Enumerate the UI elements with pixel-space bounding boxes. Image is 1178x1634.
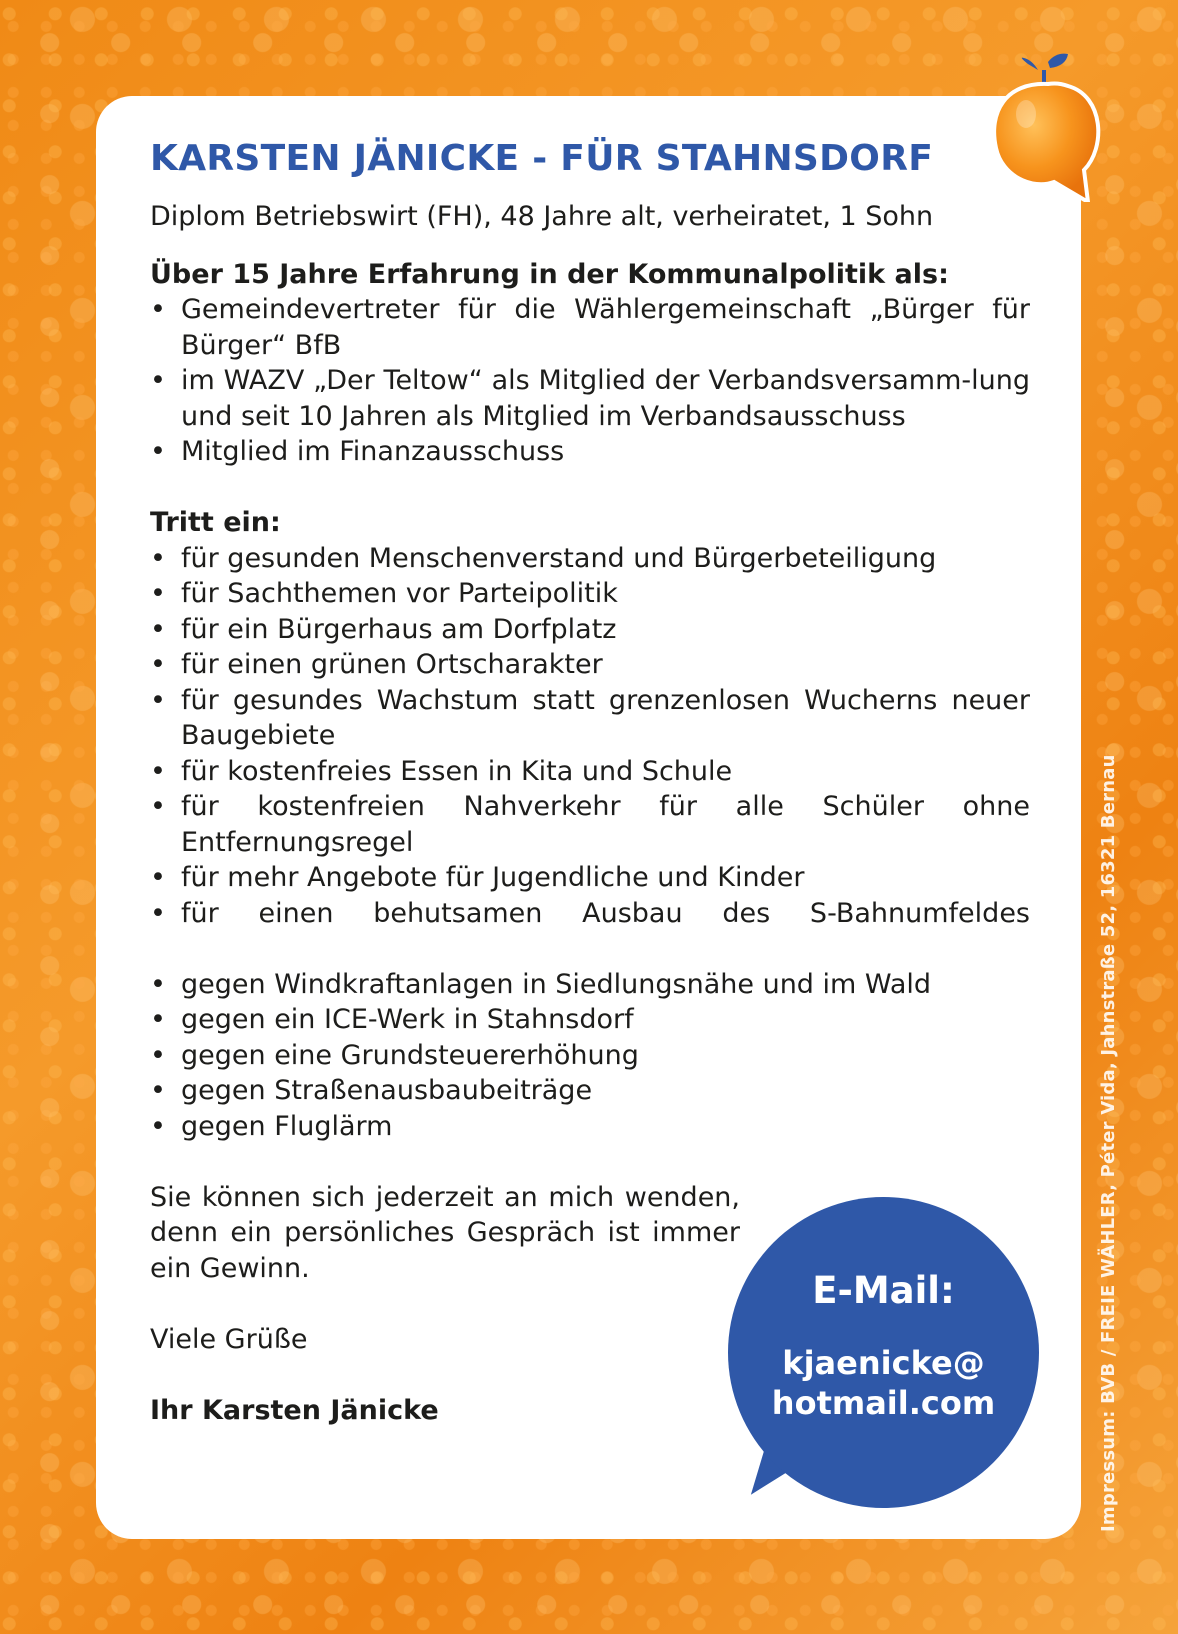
closing-text: Sie können sich jederzeit an mich wenden, denn ein persönliches Gespräch ist immer ein Gewinn. — [150, 1181, 740, 1284]
list-item: • für einen behutsamen Ausbau des S-Bahnumfeldes — [150, 896, 1030, 932]
list-item: • gegen Fluglärm — [150, 1109, 1030, 1145]
greeting: Viele Grüße — [150, 1323, 308, 1355]
list-item: • gegen ein ICE-Werk in Stahnsdorf — [150, 1002, 1030, 1038]
list-item: • Gemeindevertreter für die Wählergemeinschaft „Bürger für Bürger“ BfB — [150, 292, 1030, 363]
list-item: • gegen Straßenausbaubeiträge — [150, 1073, 1030, 1109]
list-item: • für mehr Angebote für Jugendliche und Kinder — [150, 860, 1030, 896]
email-address[interactable] — [728, 1343, 1039, 1423]
email-line-1: kjaenicke@ — [782, 1344, 985, 1382]
email-speech-bubble — [728, 1197, 1039, 1508]
list-item: • für gesunden Menschenverstand und Bürgerbeteiligung — [150, 541, 1030, 577]
email-label: E-Mail: — [812, 1269, 955, 1312]
experience-list — [150, 292, 1030, 470]
subtitle: Diplom Betriebswirt (FH), 48 Jahre alt, verheiratet, 1 Sohn — [150, 201, 934, 232]
list-item: • für Sachthemen vor Parteipolitik — [150, 576, 1030, 612]
imprint-text: Impressum: BVB / FREIE WÄHLER, Péter Vida, Jahnstraße 52, 16321 Bernau — [1098, 754, 1119, 1532]
list-item: • im WAZV „Der Teltow“ als Mitglied der Verbandsversamm-lung und seit 10 Jahren als Mitglied im Verbandsausschuss — [150, 363, 1030, 434]
list-item: • für kostenfreies Essen in Kita und Schule — [150, 754, 1030, 790]
for-list — [150, 541, 1030, 932]
list-item: • für einen grünen Ortscharakter — [150, 647, 1030, 683]
list-item: • für ein Bürgerhaus am Dorfplatz — [150, 612, 1030, 648]
list-item: • für gesundes Wachstum statt grenzenlosen Wucherns neuer Baugebiete — [150, 683, 1030, 754]
list-item: • gegen Windkraftanlagen in Siedlungsnähe und im Wald — [150, 967, 1030, 1003]
email-line-2: hotmail.com — [771, 1384, 996, 1422]
list-item: • für kostenfreien Nahverkehr für alle Schüler ohne Entfernungsregel — [150, 789, 1030, 860]
list-item: • Mitglied im Finanzausschuss — [150, 434, 1030, 470]
against-list — [150, 967, 1030, 1145]
experience-heading: Über 15 Jahre Erfahrung in der Kommunalpolitik als: — [150, 258, 949, 290]
list-item: • gegen eine Grundsteuererhöhung — [150, 1038, 1030, 1074]
positions-heading: Tritt ein: — [150, 507, 281, 538]
signature: Ihr Karsten Jänicke — [150, 1394, 439, 1426]
page-title: KARSTEN JÄNICKE - FÜR STAHNSDORF — [150, 138, 934, 179]
